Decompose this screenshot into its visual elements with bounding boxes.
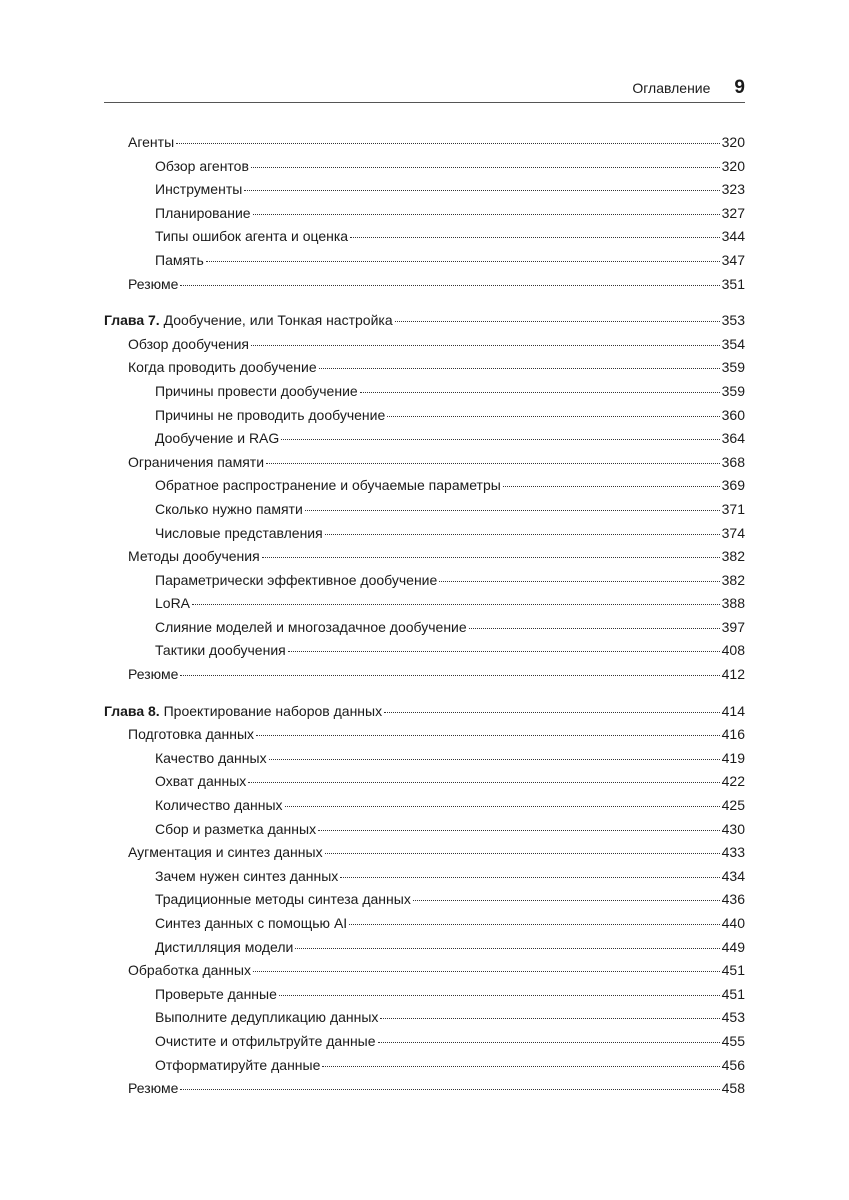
toc-entry-page: 419 xyxy=(721,749,745,766)
toc-entry-text: Охват данных xyxy=(155,773,247,790)
toc-entry-text: Агенты xyxy=(128,134,175,150)
dot-leader xyxy=(285,805,720,807)
dot-leader xyxy=(305,509,720,511)
toc-entry-text: Когда проводить дообучение xyxy=(128,359,317,376)
toc-entry-page: 416 xyxy=(721,726,745,743)
toc-entry-text: Слияние моделей и многозадачное дообучение xyxy=(155,618,467,635)
toc-entry-text: Отформатируйте данные xyxy=(155,1056,321,1073)
dot-leader xyxy=(248,781,719,783)
toc-entry-page: 453 xyxy=(721,1009,745,1026)
toc-entry[interactable] xyxy=(104,1054,745,1078)
toc-entry-page: 353 xyxy=(721,312,745,329)
dot-leader xyxy=(269,758,720,760)
running-header-section: Оглавление xyxy=(632,80,711,96)
toc-entry-title xyxy=(155,522,323,546)
toc-entry-page: 422 xyxy=(721,773,745,790)
toc-entry-page: 364 xyxy=(721,430,745,447)
toc-entry-page: 433 xyxy=(721,844,745,861)
dot-leader xyxy=(413,899,720,901)
toc-entry-title xyxy=(128,545,260,569)
dot-leader xyxy=(288,650,720,652)
toc-entry-title xyxy=(128,841,323,865)
toc-group xyxy=(104,700,745,1101)
toc-entry[interactable] xyxy=(104,356,745,380)
toc-entry-page: 371 xyxy=(721,500,745,517)
toc-entry[interactable] xyxy=(104,333,745,357)
dot-leader xyxy=(180,674,719,676)
dot-leader xyxy=(253,970,720,972)
toc-entry-page: 374 xyxy=(721,524,745,541)
dot-leader xyxy=(395,320,720,322)
toc-entry[interactable] xyxy=(104,1006,745,1030)
toc-entry-text: Количество данных xyxy=(155,797,283,814)
toc-entry[interactable] xyxy=(104,249,745,273)
toc-entry-title xyxy=(155,202,251,226)
toc-entry-text: Подготовка данных xyxy=(128,726,255,743)
toc-entry-text: Параметрически эффективное дообучение xyxy=(155,571,438,588)
toc-chapter-entry[interactable] xyxy=(104,309,745,333)
toc-entry[interactable] xyxy=(104,498,745,522)
toc-entry-title xyxy=(155,427,279,451)
toc-entry[interactable] xyxy=(104,273,745,297)
dot-leader xyxy=(384,711,720,713)
toc-entry-title xyxy=(155,818,316,842)
toc-entry[interactable] xyxy=(104,592,745,616)
toc-entry[interactable] xyxy=(104,155,745,179)
toc-entry-text: Синтез данных с помощью AI xyxy=(155,915,348,931)
toc-entry[interactable] xyxy=(104,747,745,771)
toc-entry-title xyxy=(155,1030,376,1054)
toc-entry-text: Планирование xyxy=(155,204,251,221)
toc-entry[interactable] xyxy=(104,936,745,960)
toc-entry-page: 397 xyxy=(721,618,745,635)
toc-entry[interactable] xyxy=(104,178,745,202)
dot-leader xyxy=(206,260,720,262)
toc-entry[interactable] xyxy=(104,427,745,451)
toc-entry-text: Зачем нужен синтез данных xyxy=(155,867,339,884)
toc-entry-page: 440 xyxy=(721,915,745,931)
toc-entry-page: 456 xyxy=(721,1056,745,1073)
toc-entry-page: 344 xyxy=(721,228,745,245)
toc-entry-page: 347 xyxy=(721,251,745,268)
toc-entry-page: 359 xyxy=(721,359,745,376)
toc-entry-title xyxy=(128,333,249,357)
toc-entry-page: 351 xyxy=(721,275,745,292)
toc-entry-text: Сколько нужно памяти xyxy=(155,500,303,517)
toc-entry[interactable] xyxy=(104,959,745,983)
toc-entry-text: Аугментация и синтез данных xyxy=(128,844,323,861)
toc-entry-page: 327 xyxy=(721,204,745,221)
toc-entry-title xyxy=(128,356,317,380)
dot-leader xyxy=(325,533,720,535)
dot-leader xyxy=(251,344,720,346)
toc-entry-page: 434 xyxy=(721,867,745,884)
dot-leader xyxy=(192,603,720,605)
toc-entry[interactable] xyxy=(104,1030,745,1054)
toc-entry[interactable] xyxy=(104,983,745,1007)
dot-leader xyxy=(251,166,720,168)
toc-entry-page: 382 xyxy=(721,548,745,565)
toc-entry[interactable] xyxy=(104,202,745,226)
toc-entry-title xyxy=(128,451,264,475)
toc-entry-text: Резюме xyxy=(128,1080,179,1097)
toc-entry-page: 323 xyxy=(721,181,745,198)
dot-leader xyxy=(319,367,720,369)
dot-leader xyxy=(325,852,720,854)
toc-group xyxy=(104,309,745,687)
toc-entry-text: Резюме xyxy=(128,275,179,292)
toc-entry-text: LoRA xyxy=(155,595,191,612)
chapter-number: Глава 7. xyxy=(104,312,160,329)
toc-entry-text: Качество данных xyxy=(155,749,267,766)
dot-leader xyxy=(380,1017,719,1019)
toc-entry-title xyxy=(128,663,178,687)
toc-entry-title xyxy=(155,155,249,179)
dot-leader xyxy=(244,189,719,191)
toc-entry-title xyxy=(155,865,338,889)
toc-entry[interactable] xyxy=(104,522,745,546)
toc-entry-title xyxy=(155,498,303,522)
toc-entry-text: Обработка данных xyxy=(128,962,251,979)
toc-entry[interactable] xyxy=(104,569,745,593)
toc-entry[interactable] xyxy=(104,723,745,747)
toc-entry-text: Типы ошибок агента и оценка xyxy=(155,228,349,245)
dot-leader xyxy=(350,236,720,238)
toc-entry-page: 359 xyxy=(721,382,745,399)
toc-entry-page: 451 xyxy=(721,985,745,1002)
toc-entry-title xyxy=(155,225,348,249)
toc-entry-text: Проектирование наборов данных xyxy=(163,702,383,719)
toc-entry-page: 455 xyxy=(721,1032,745,1049)
toc-entry[interactable] xyxy=(104,794,745,818)
toc-chapter-entry[interactable] xyxy=(104,700,745,724)
toc-entry-title xyxy=(155,936,293,960)
toc-entry-text: Методы дообучения xyxy=(128,548,260,565)
toc-entry-text: Ограничения памяти xyxy=(128,453,265,470)
dot-leader xyxy=(360,391,720,393)
toc-entry-page: 360 xyxy=(721,406,745,423)
dot-leader xyxy=(318,829,720,831)
toc-entry-page: 408 xyxy=(721,642,745,659)
toc-entry-page: 449 xyxy=(721,938,745,955)
toc-entry-title xyxy=(155,380,358,404)
toc-entry-text: Дообучение и RAG xyxy=(155,430,280,447)
toc-entry-title xyxy=(155,616,467,640)
chapter-number: Глава 8. xyxy=(104,702,160,719)
toc-entry-text: Обзор дообучения xyxy=(128,335,249,352)
dot-leader xyxy=(281,438,719,440)
toc-entry-title xyxy=(128,723,254,747)
toc-entry-title xyxy=(155,404,385,428)
toc-entry-page: 436 xyxy=(721,891,745,908)
toc-entry-page: 369 xyxy=(721,477,745,494)
toc-entry-page: 412 xyxy=(721,666,745,683)
toc-entry[interactable] xyxy=(104,770,745,794)
dot-leader xyxy=(180,1088,719,1090)
toc-entry[interactable] xyxy=(104,663,745,687)
toc-entry-title xyxy=(104,309,393,333)
dot-leader xyxy=(378,1041,720,1043)
toc-entry-title xyxy=(128,959,251,983)
toc-entry-title xyxy=(128,273,178,297)
toc-entry-text: Проверьте данные xyxy=(155,985,277,1002)
toc-entry-page: 425 xyxy=(721,797,745,814)
running-header xyxy=(104,74,745,103)
toc-entry-title xyxy=(155,912,347,936)
dot-leader xyxy=(256,734,720,736)
toc-entry-title xyxy=(155,178,242,202)
toc-entry-page: 451 xyxy=(721,962,745,979)
toc-entry[interactable] xyxy=(104,841,745,865)
dot-leader xyxy=(295,947,719,949)
toc-entry-page: 320 xyxy=(721,134,745,150)
toc-entry[interactable] xyxy=(104,474,745,498)
toc-entry-title xyxy=(155,888,411,912)
toc-entry-title xyxy=(128,1077,178,1101)
toc-entry-text: Причины не проводить дообучение xyxy=(155,406,386,423)
toc-entry[interactable] xyxy=(104,380,745,404)
toc-entry-page: 382 xyxy=(721,571,745,588)
dot-leader xyxy=(253,213,720,215)
toc-entry-text: Тактики дообучения xyxy=(155,642,286,659)
toc-entry-text: Числовые представления xyxy=(155,524,323,541)
toc-entry[interactable] xyxy=(104,404,745,428)
toc-entry[interactable] xyxy=(104,1077,745,1101)
dot-leader xyxy=(262,556,720,558)
dot-leader xyxy=(279,994,720,996)
toc-entry-page: 458 xyxy=(721,1080,745,1097)
toc-entry-title xyxy=(155,983,277,1007)
toc-entry-title xyxy=(155,639,286,663)
toc-entry-text: Очистите и отфильтруйте данные xyxy=(155,1032,376,1049)
dot-leader xyxy=(180,284,719,286)
toc-entry-page: 388 xyxy=(721,595,745,612)
toc-entry-title xyxy=(128,131,174,155)
toc-entry-title xyxy=(155,569,437,593)
toc-entry-text: Резюме xyxy=(128,666,179,683)
toc-entry[interactable] xyxy=(104,131,745,155)
toc-entry-text: Обратное распространение и обучаемые параметры xyxy=(155,477,501,494)
toc-entry-title xyxy=(155,249,204,273)
toc-entry[interactable] xyxy=(104,888,745,912)
toc-entry[interactable] xyxy=(104,865,745,889)
table-of-contents xyxy=(104,131,745,1101)
toc-entry-title xyxy=(155,747,267,771)
toc-entry[interactable] xyxy=(104,912,745,936)
dot-leader xyxy=(503,485,720,487)
toc-entry-title xyxy=(155,1054,320,1078)
dot-leader xyxy=(340,876,719,878)
toc-entry[interactable] xyxy=(104,818,745,842)
toc-entry-text: Выполните дедупликацию данных xyxy=(155,1009,379,1026)
toc-entry-title xyxy=(155,474,501,498)
toc-entry-title xyxy=(155,1006,378,1030)
dot-leader xyxy=(387,415,719,417)
toc-group xyxy=(104,131,745,296)
toc-entry[interactable] xyxy=(104,451,745,475)
dot-leader xyxy=(349,923,719,925)
dot-leader xyxy=(176,142,720,144)
dot-leader xyxy=(439,580,719,582)
dot-leader xyxy=(322,1065,719,1067)
toc-entry-title xyxy=(155,592,190,616)
toc-entry[interactable] xyxy=(104,225,745,249)
toc-entry-page: 320 xyxy=(721,157,745,174)
toc-entry-text: Традиционные методы синтеза данных xyxy=(155,891,411,908)
toc-entry-title xyxy=(104,700,382,724)
toc-entry-title xyxy=(155,794,283,818)
toc-entry-text: Причины провести дообучение xyxy=(155,382,358,399)
toc-entry-page: 414 xyxy=(721,702,745,719)
toc-entry-page: 354 xyxy=(721,335,745,352)
dot-leader xyxy=(469,627,720,629)
toc-entry-page: 430 xyxy=(721,820,745,837)
toc-entry-text: Инструменты xyxy=(155,181,243,198)
toc-entry-text: Память xyxy=(155,251,204,268)
page-number: 9 xyxy=(734,77,745,98)
toc-entry-text: Дистилляция модели xyxy=(155,938,294,955)
toc-entry[interactable] xyxy=(104,639,745,663)
toc-entry[interactable] xyxy=(104,545,745,569)
toc-entry-title xyxy=(155,770,246,794)
toc-entry-text: Дообучение, или Тонкая настройка xyxy=(163,312,393,329)
toc-entry-text: Сбор и разметка данных xyxy=(155,820,317,837)
toc-entry-text: Обзор агентов xyxy=(155,157,249,174)
toc-entry-page: 368 xyxy=(721,453,745,470)
dot-leader xyxy=(266,462,720,464)
toc-entry[interactable] xyxy=(104,616,745,640)
